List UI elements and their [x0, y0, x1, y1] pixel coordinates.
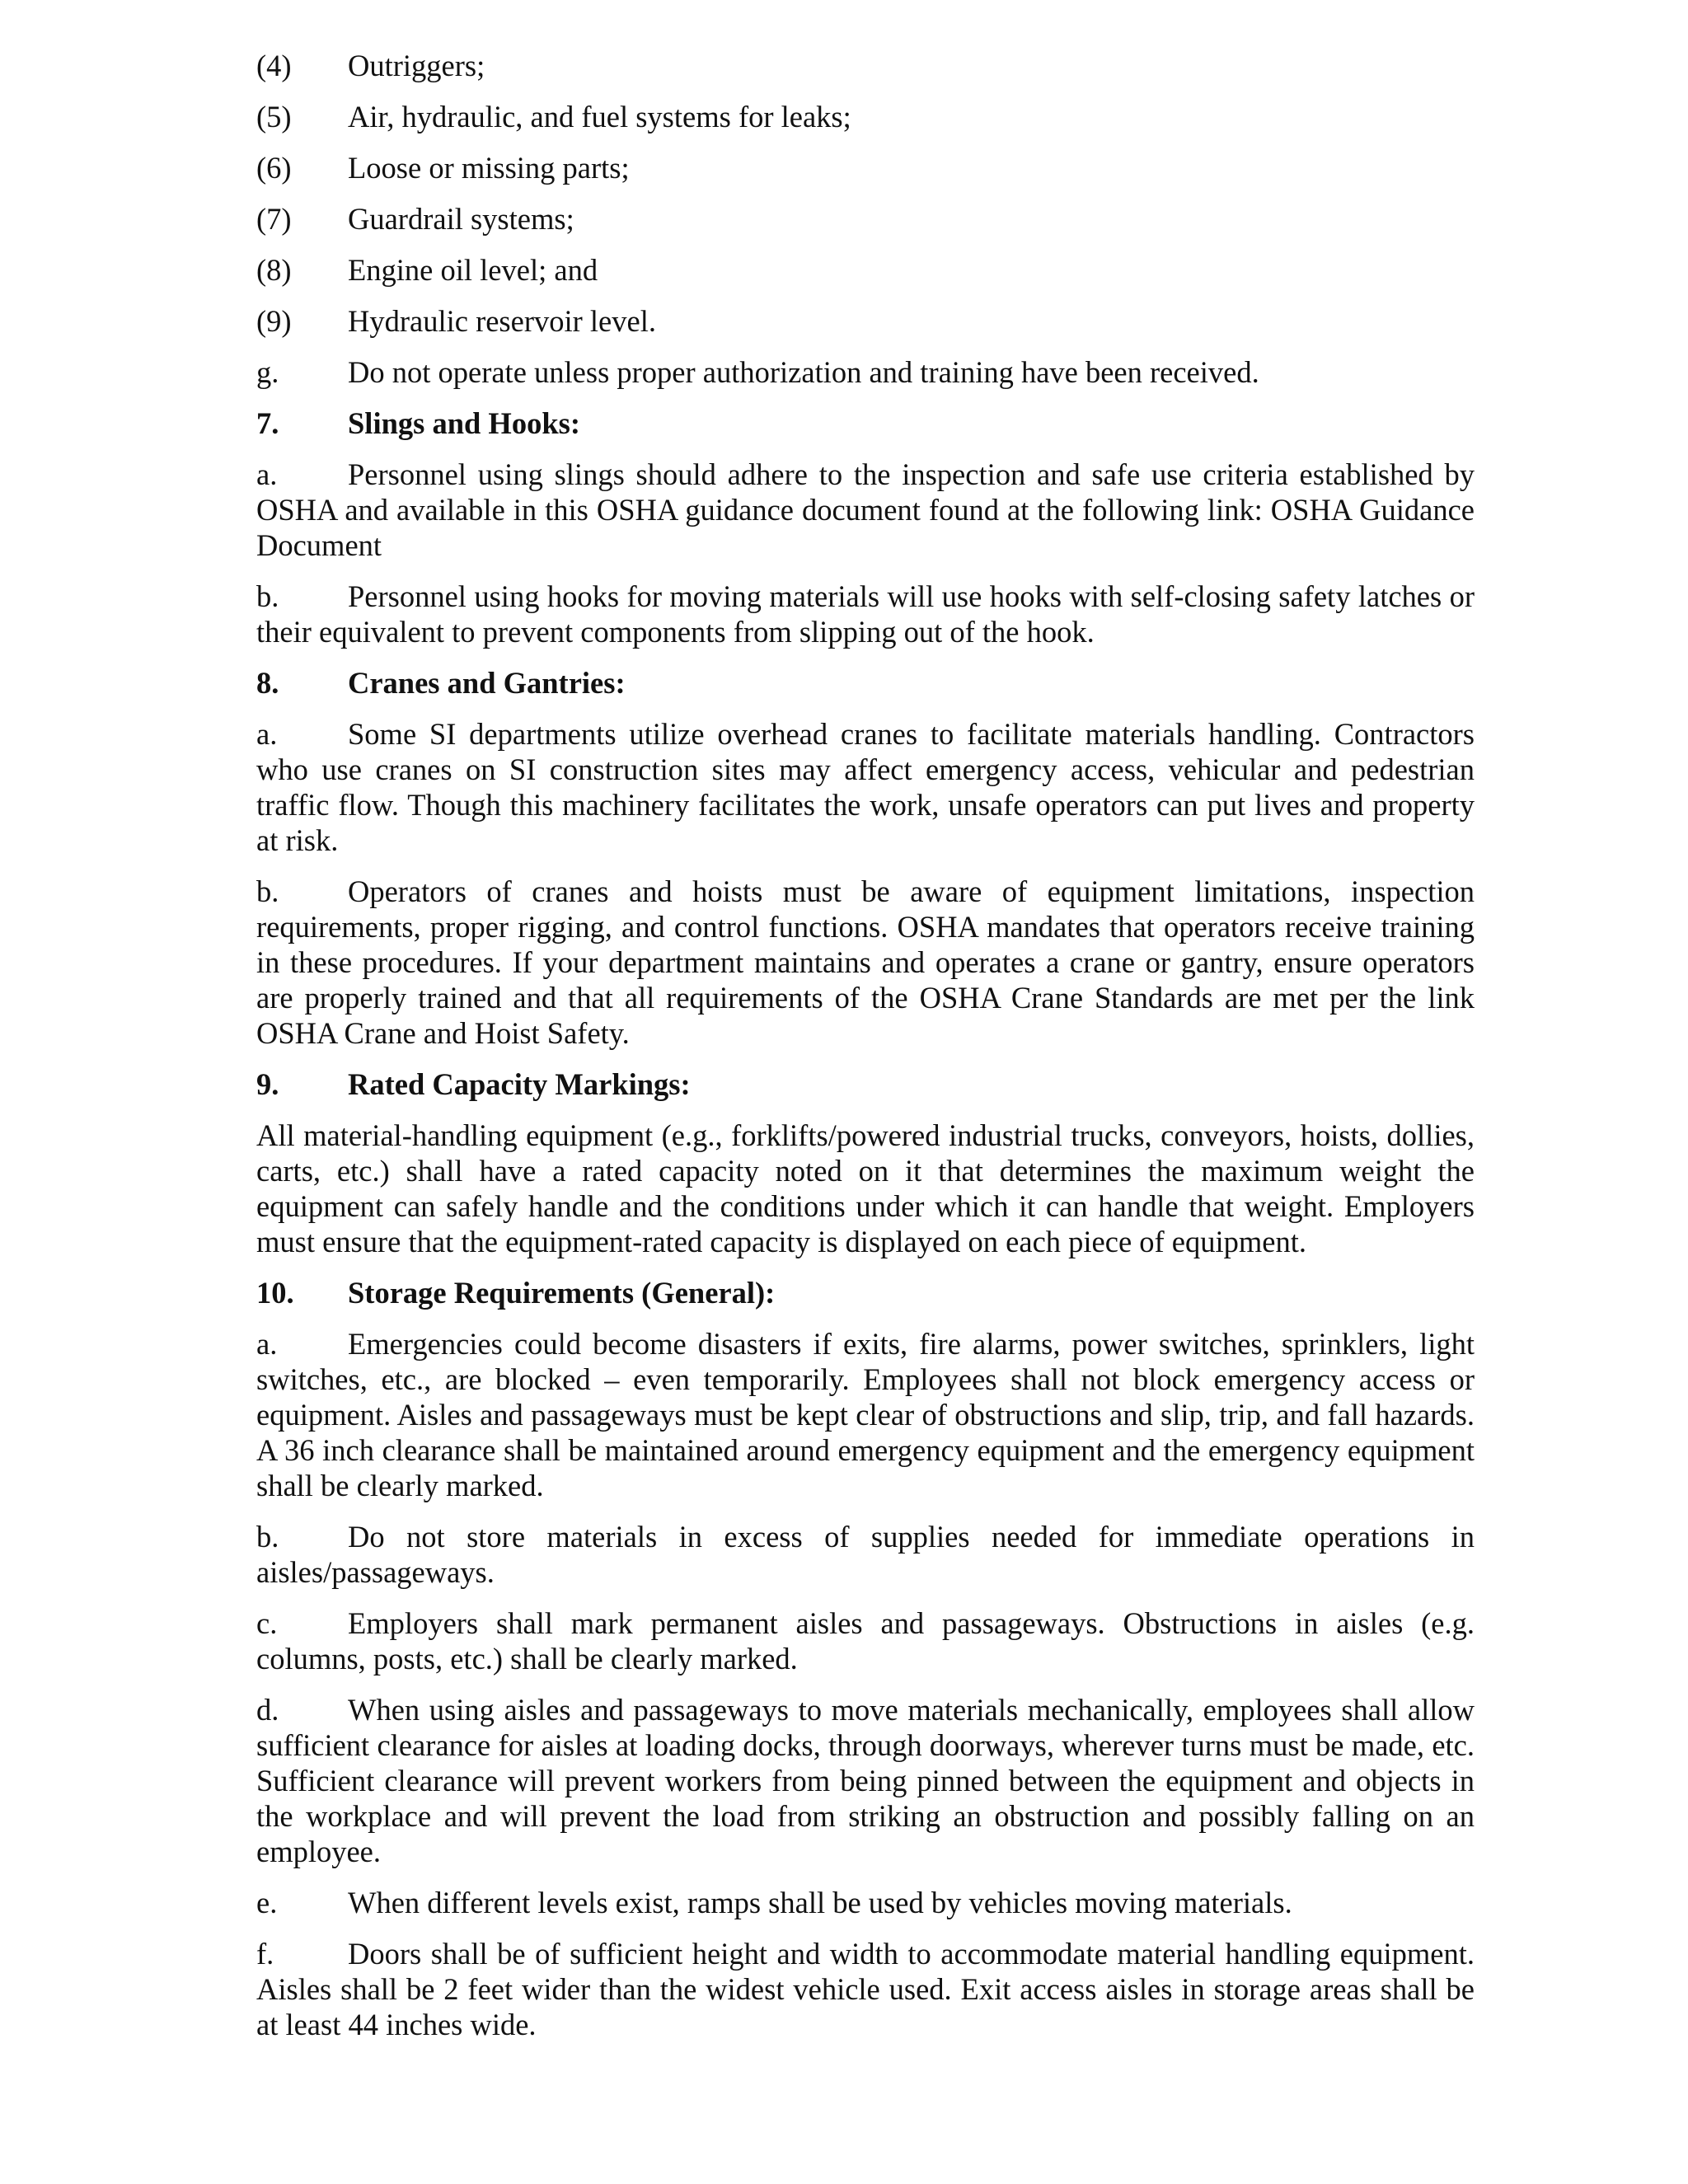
- section-heading-rated-capacity: [256, 1066, 1475, 1102]
- paragraph-label: b.: [256, 874, 279, 908]
- paragraph-slings: [256, 457, 1475, 563]
- list-item-number: (5): [256, 100, 292, 134]
- list-item-text: Guardrail systems;: [348, 202, 574, 236]
- section-number: 7.: [256, 406, 279, 440]
- paragraph-cranes-overview: [256, 716, 1475, 858]
- paragraph-text: Doors shall be of sufficient height and width to accommodate material handling equipment. Aisles shall be 2 feet wider than the widest vehicle used. Exit access aisles in storage areas shall be at least 44 inches wide.: [256, 1937, 1475, 2041]
- list-item: [256, 201, 1475, 237]
- section-title: Slings and Hooks:: [348, 406, 580, 440]
- paragraph-doors-and-aisles: [256, 1936, 1475, 2042]
- section-title: Storage Requirements (General):: [348, 1276, 776, 1310]
- list-item-number: (7): [256, 202, 292, 236]
- list-item-number: (6): [256, 151, 292, 185]
- list-item-text: Do not operate unless proper authorization and training have been received.: [348, 355, 1259, 389]
- list-item-text: Loose or missing parts;: [348, 151, 630, 185]
- list-item-text: Outriggers;: [348, 49, 485, 82]
- list-item: [256, 252, 1475, 288]
- paragraph-rated-capacity: All material-handling equipment (e.g., forklifts/powered industrial trucks, conveyors, hoists, dollies, carts, etc.) shall have a rated capacity noted on it that determines the maximum weight the equipment can safely handle and the conditions under which it can handle that weight. Employers must ensure that the equipment-rated capacity is displayed on each piece of equipment.: [256, 1118, 1475, 1258]
- paragraph-ramps: [256, 1885, 1475, 1920]
- paragraph-crane-operators: [256, 874, 1475, 1051]
- paragraph-mark-aisles: [256, 1605, 1475, 1676]
- list-item-text: Engine oil level; and: [348, 253, 598, 287]
- paragraph-label: b.: [256, 579, 279, 613]
- paragraph-text: Personnel using slings should adhere to the inspection and safe use criteria established by OSHA and available in this OSHA guidance document found at the following link: OSHA Guidance Document: [256, 457, 1475, 562]
- paragraph-label: e.: [256, 1886, 278, 1919]
- section-number: 8.: [256, 666, 279, 700]
- paragraph-text: When different levels exist, ramps shall be used by vehicles moving materials.: [348, 1886, 1292, 1919]
- section-heading-slings-and-hooks: [256, 405, 1475, 441]
- paragraph-label: a.: [256, 717, 278, 751]
- paragraph-text: Operators of cranes and hoists must be aware of equipment limitations, inspection requirements, proper rigging, and control functions. OSHA mandates that operators receive training in these procedures. If your department maintains and operates a crane or gantry, ensure operators are properly trained and that all requirements of the OSHA Crane Standards are met per the link OSHA Crane and Hoist Safety.: [256, 874, 1475, 1050]
- list-item-number: (9): [256, 304, 292, 338]
- section-number: 10.: [256, 1276, 294, 1310]
- paragraph-aisle-storage: [256, 1519, 1475, 1590]
- paragraph-hooks: [256, 579, 1475, 649]
- list-item: [256, 354, 1475, 390]
- paragraph-clearance: [256, 1692, 1475, 1869]
- paragraph-text: Some SI departments utilize overhead cranes to facilitate materials handling. Contractors who use cranes on SI construction sites may affect emergency access, vehicular and pedestrian traffic flow. Though this machinery facilitates the work, unsafe operators can put lives and property at risk.: [256, 717, 1475, 857]
- list-item: [256, 303, 1475, 339]
- paragraph-label: b.: [256, 1520, 279, 1554]
- paragraph-emergency-access: [256, 1326, 1475, 1503]
- section-title: Rated Capacity Markings:: [348, 1067, 691, 1101]
- section-title: Cranes and Gantries:: [348, 666, 626, 700]
- paragraph-label: f.: [256, 1937, 274, 1971]
- list-item: [256, 48, 1475, 83]
- section-heading-cranes-and-gantries: [256, 665, 1475, 701]
- section-heading-storage-requirements: [256, 1275, 1475, 1310]
- paragraph-text: Employers shall mark permanent aisles and passageways. Obstructions in aisles (e.g. columns, posts, etc.) shall be clearly marked.: [256, 1606, 1475, 1675]
- paragraph-text: Emergencies could become disasters if exits, fire alarms, power switches, sprinklers, light switches, etc., are blocked – even temporarily. Employees shall not block emergency access or equipment. Aisles and passageways must be kept clear of obstructions and slip, trip, and fall hazards. A 36 inch clearance shall be maintained around emergency equipment and the emergency equipment shall be clearly marked.: [256, 1327, 1475, 1502]
- section-number: 9.: [256, 1067, 279, 1101]
- paragraph-text: Do not store materials in excess of supplies needed for immediate operations in aisles/passageways.: [256, 1520, 1475, 1589]
- paragraph-text: When using aisles and passageways to move materials mechanically, employees shall allow sufficient clearance for aisles at loading docks, through doorways, wherever turns must be made, etc. Sufficient clearance will prevent workers from being pinned between the equipment and objects in the workplace and will prevent the load from striking an obstruction and possibly falling on an employee.: [256, 1693, 1475, 1868]
- list-item: [256, 150, 1475, 185]
- paragraph-label: a.: [256, 457, 278, 491]
- list-item: [256, 99, 1475, 134]
- paragraph-text: Personnel using hooks for moving materials will use hooks with self-closing safety latches or their equivalent to prevent components from slipping out of the hook.: [256, 579, 1475, 649]
- list-item-number: g.: [256, 355, 279, 389]
- paragraph-label: a.: [256, 1327, 278, 1361]
- list-item-text: Air, hydraulic, and fuel systems for leaks;: [348, 100, 851, 134]
- list-item-text: Hydraulic reservoir level.: [348, 304, 656, 338]
- paragraph-label: d.: [256, 1693, 279, 1727]
- list-item-number: (4): [256, 49, 292, 82]
- list-item-number: (8): [256, 253, 292, 287]
- document-page: [256, 48, 1475, 2058]
- paragraph-label: c.: [256, 1606, 278, 1640]
